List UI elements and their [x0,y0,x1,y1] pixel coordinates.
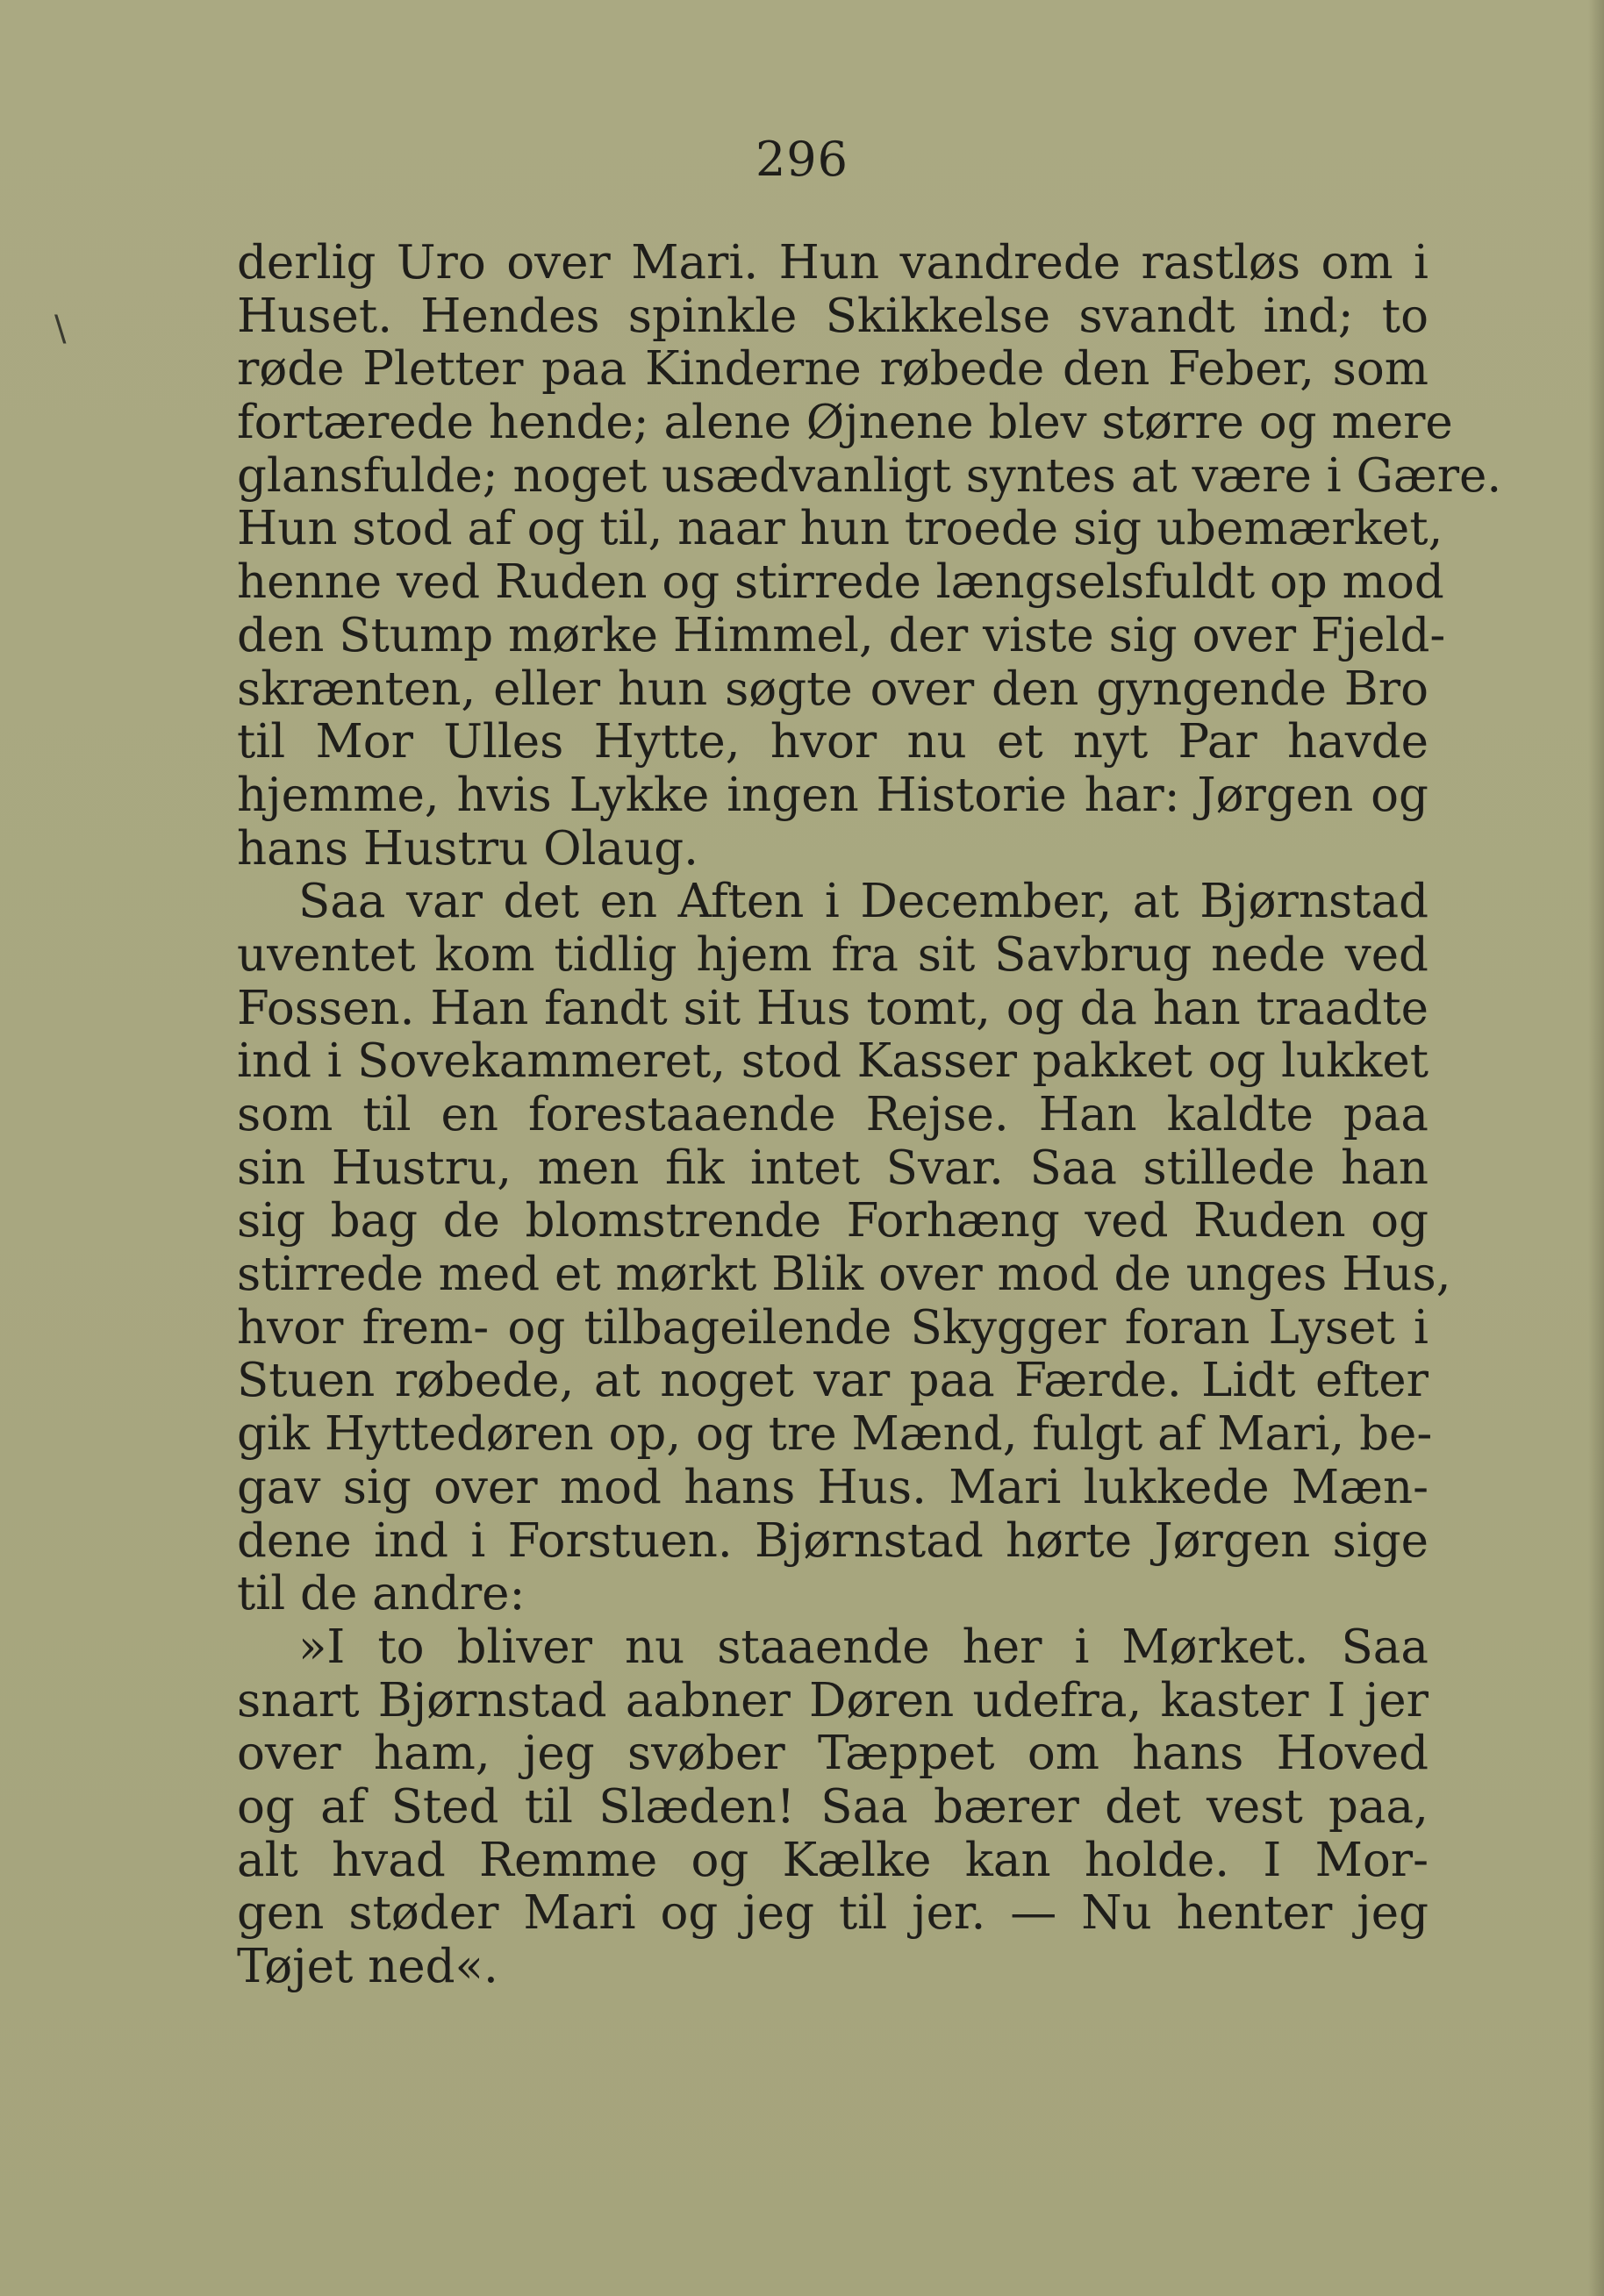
text-line: skrænten, eller hun søgte over den gyngende Bro [237,662,1429,716]
text-line: sig bag de blomstrende Forhæng ved Ruden og [237,1194,1429,1248]
page-edge-shadow [1588,0,1604,2296]
page-number: 296 [755,132,849,187]
body-text [237,236,1502,1994]
text-line: Tøjet ned«. [237,1940,498,1993]
text-line: og af Sted til Slæden! Saa bærer det vest paa, [237,1779,1429,1834]
text-line: Hun stod af og til, naar hun troede sig ubemærket, [237,502,1443,556]
text-line: røde Pletter paa Kinderne røbede den Feber, som [237,342,1429,397]
text-line: dene ind i Forstuen. Bjørnstad hørte Jørgen sige [237,1513,1429,1568]
text-line: Stuen røbede, at noget var paa Færde. Lidt efter [237,1354,1429,1408]
text-line: alt hvad Remme og Kælke kan holde. I Mor- [237,1833,1429,1887]
text-line: Huset. Hendes spinkle Skikkelse svandt ind; to [237,289,1429,343]
text-line: som til en forestaaende Rejse. Han kaldte paa [237,1088,1429,1141]
text-line: stirrede med et mørkt Blik over mod de unges Hus, [237,1248,1451,1302]
text-line: den Stump mørke Himmel, der viste sig over Fjeld- [237,608,1446,662]
text-line: over ham, jeg svøber Tæppet om hans Hoved [237,1727,1429,1781]
text-line: snart Bjørnstad aabner Døren udefra, kaster I jer [237,1673,1429,1727]
text-line: uventet kom tidlig hjem fra sit Savbrug nede ved [237,927,1429,982]
text-line: fortærede hende; alene Øjnene blev større og mere [237,396,1453,450]
text-line: til de andre: [237,1567,526,1621]
text-line: glansfulde; noget usædvanligt syntes at være i Gære. [237,448,1502,503]
text-line: hans Hustru Olaug. [237,821,698,876]
text-line: gik Hyttedøren op, og tre Mænd, fulgt af Mari, be- [237,1407,1433,1462]
text-line: Saa var det en Aften i December, at Bjørnstad [298,875,1429,929]
text-line: hjemme, hvis Lykke ingen Historie har: Jørgen og [237,768,1429,822]
text-line: hvor frem- og tilbageilende Skygger foran Lyset i [237,1300,1429,1355]
text-line: Fossen. Han fandt sit Hus tomt, og da han traadte [237,981,1429,1035]
text-line: »I to bliver nu staaende her i Mørket. Saa [298,1620,1429,1674]
stray-mark: \ [54,309,67,349]
text-line: til Mor Ulles Hytte, hvor nu et nyt Par havde [237,715,1429,769]
text-line: gav sig over mod hans Hus. Mari lukkede Mæn- [237,1460,1429,1514]
text-line: gen støder Mari og jeg til jer. — Nu henter jeg [237,1886,1429,1941]
text-line: derlig Uro over Mari. Hun vandrede rastløs om i [237,236,1429,290]
text-line: sin Hustru, men fik intet Svar. Saa stillede han [237,1141,1429,1195]
text-line: henne ved Ruden og stirrede længselsfuldt op mod [237,555,1444,610]
text-line: ind i Sovekammeret, stod Kasser pakket og lukket [237,1034,1429,1089]
